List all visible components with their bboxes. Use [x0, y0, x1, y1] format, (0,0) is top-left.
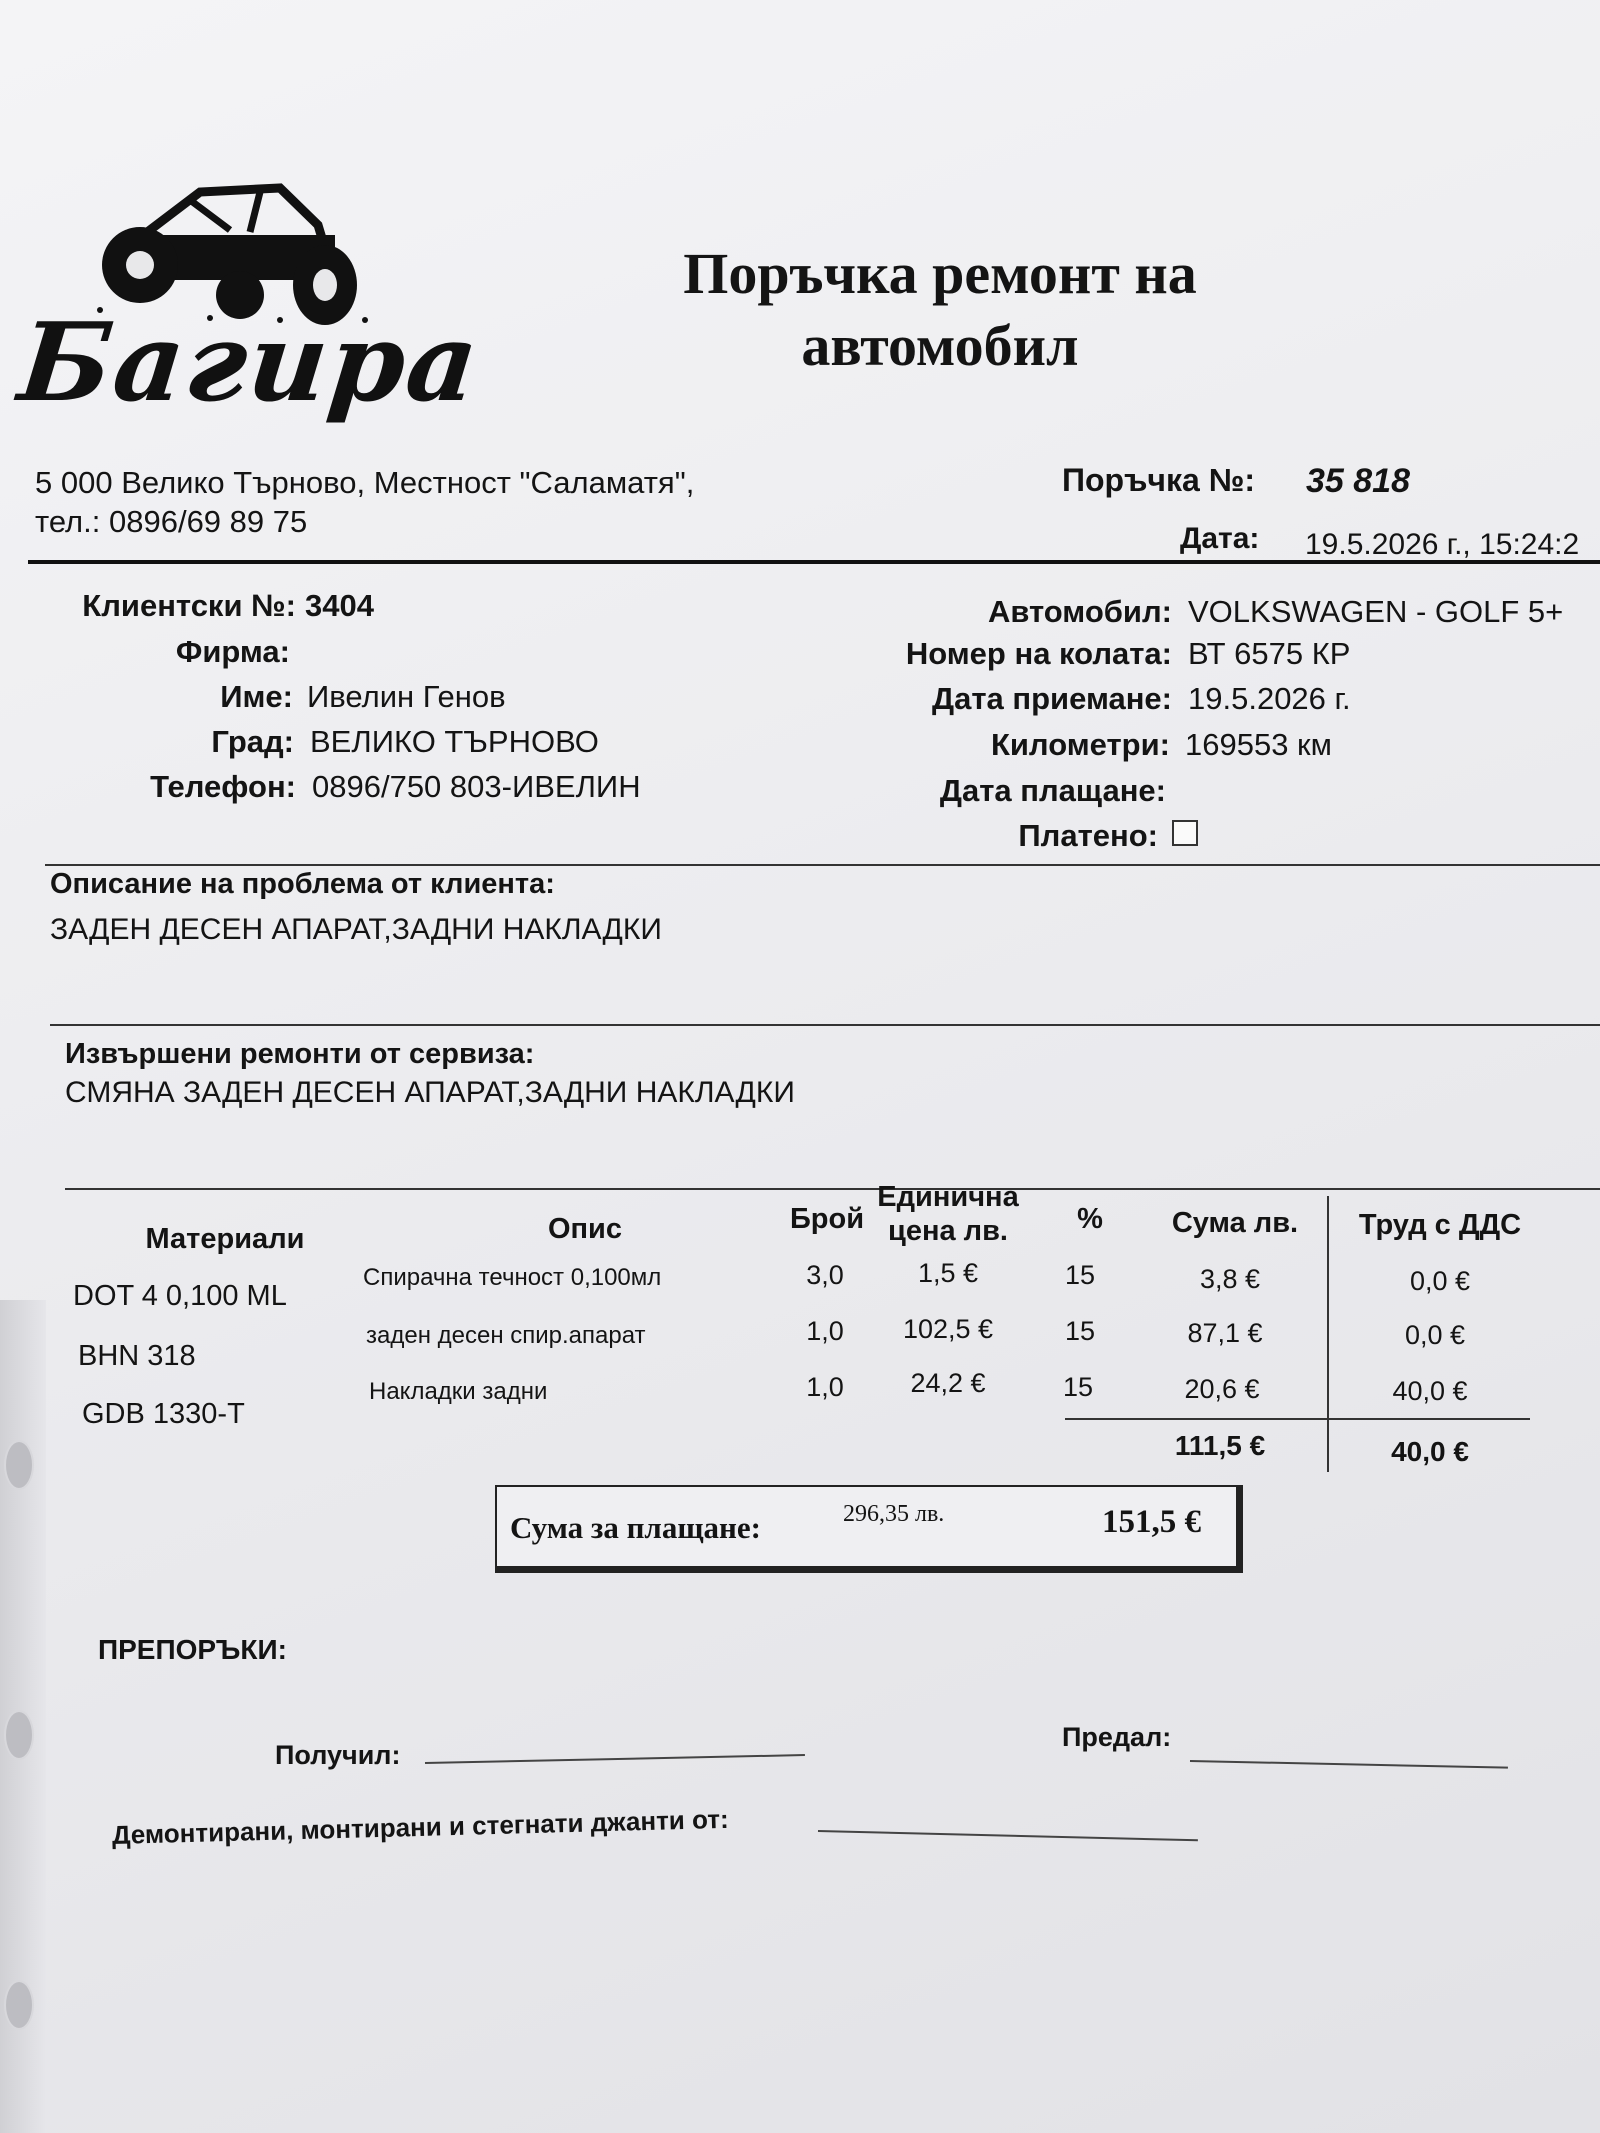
- row-1-description: Спирачна течност 0,100мл: [363, 1264, 662, 1291]
- totals-divider: [1065, 1418, 1530, 1420]
- km-label: Километри:: [990, 727, 1170, 762]
- row-2-percent: 15: [1064, 1316, 1096, 1346]
- name-label: Име:: [220, 679, 293, 714]
- row-1-sum: 3,8 €: [1199, 1264, 1261, 1294]
- plate-label: Номер на колата:: [905, 636, 1172, 671]
- client-no: 3404: [305, 588, 374, 623]
- client-no-label: Клиентски №:: [82, 588, 296, 623]
- header-unit-price-line2: цена лв.: [888, 1215, 1008, 1247]
- row-2-material: BHN 318: [78, 1340, 196, 1372]
- received-date-label: Дата приемане:: [932, 681, 1172, 716]
- client-city: ВЕЛИКО ТЪРНОВО: [310, 724, 599, 759]
- company-logo-text: Багира: [13, 300, 486, 426]
- received-date: 19.5.2026 г.: [1188, 681, 1351, 716]
- binder-hole-icon: [4, 1980, 34, 2030]
- pay-date-label: Дата плащане:: [939, 773, 1166, 808]
- received-by-label: Получил:: [275, 1740, 401, 1770]
- document-title: [680, 238, 1200, 382]
- labor-column-divider: [1327, 1196, 1329, 1472]
- repairs-text: СМЯНА ЗАДЕН ДЕСЕН АПАРАТ,ЗАДНИ НАКЛАДКИ: [65, 1076, 795, 1109]
- repairs-divider: [65, 1188, 1600, 1190]
- date-label: Дата:: [1180, 522, 1260, 555]
- header-labor: Труд с ДДС: [1358, 1209, 1522, 1241]
- car-model: VOLKSWAGEN - GOLF 5+: [1188, 594, 1564, 629]
- recommendations-label: ПРЕПОРЪКИ:: [98, 1634, 287, 1665]
- row-2-sum: 87,1 €: [1187, 1318, 1263, 1348]
- payment-amount-eur: 151,5 €: [1102, 1504, 1201, 1540]
- handed-by-signature-line[interactable]: [1190, 1760, 1508, 1769]
- client-name: Ивелин Генов: [307, 679, 506, 714]
- paid-checkbox[interactable]: [1172, 820, 1198, 846]
- row-2-description: заден десен спир.апарат: [366, 1322, 646, 1349]
- row-3-qty: 1,0: [806, 1372, 844, 1402]
- plate-number: ВТ 6575 КР: [1188, 636, 1351, 671]
- company-address: 5 000 Велико Търново, Местност "Саламатя",: [35, 465, 695, 500]
- car-label: Автомобил:: [987, 594, 1172, 629]
- phone-label: Телефон:: [150, 769, 296, 804]
- handed-by-label: Предал:: [1062, 1722, 1172, 1752]
- header-percent: %: [1077, 1203, 1103, 1235]
- header-materials: Материали: [145, 1223, 305, 1255]
- total-sum: 111,5 €: [1174, 1430, 1266, 1461]
- title-line-1: Поръчка ремонт на: [683, 241, 1197, 306]
- wheels-label: Демонтирани, монтирани и стегнати джанти от:: [111, 1803, 730, 1850]
- km-value: 169553 км: [1185, 727, 1332, 762]
- company-phone: тел.: 0896/69 89 75: [35, 504, 308, 539]
- repairs-label: Извършени ремонти от сервиза:: [65, 1038, 535, 1070]
- row-1-qty: 3,0: [806, 1260, 844, 1290]
- client-divider: [45, 864, 1600, 866]
- received-by-signature-line[interactable]: [425, 1754, 805, 1764]
- row-3-description: Накладки задни: [369, 1378, 548, 1405]
- row-3-sum: 20,6 €: [1184, 1374, 1260, 1404]
- row-3-unit-price: 24,2 €: [910, 1368, 986, 1398]
- row-1-unit-price: 1,5 €: [917, 1258, 979, 1288]
- order-number-label: Поръчка №:: [1062, 462, 1256, 498]
- order-number: 35 818: [1306, 462, 1410, 500]
- header-unit-price-line1: Единична: [877, 1181, 1019, 1213]
- row-2-labor: 0,0 €: [1404, 1320, 1466, 1350]
- paid-label: Платено:: [1018, 818, 1158, 853]
- client-phone: 0896/750 803-ИВЕЛИН: [312, 769, 641, 804]
- row-1-labor: 0,0 €: [1409, 1266, 1471, 1296]
- city-label: Град:: [211, 724, 294, 759]
- row-1-percent: 15: [1064, 1260, 1096, 1290]
- row-2-unit-price: 102,5 €: [902, 1314, 994, 1344]
- plastic-sleeve-edge: [0, 1300, 46, 2133]
- row-2-qty: 1,0: [806, 1316, 844, 1346]
- row-1-material: DOT 4 0,100 ML: [73, 1280, 287, 1312]
- problem-label: Описание на проблема от клиента:: [50, 868, 555, 900]
- row-3-material: GDB 1330-T: [82, 1398, 245, 1430]
- header-qty: Брой: [789, 1203, 865, 1235]
- payment-amount-bgn: 296,35 лв.: [843, 1501, 945, 1527]
- title-line-2: автомобил: [801, 313, 1079, 378]
- date-value: 19.5.2026 г., 15:24:2: [1305, 528, 1580, 561]
- payment-label: Сума за плащане:: [510, 1510, 761, 1545]
- total-labor: 40,0 €: [1391, 1436, 1469, 1467]
- header-divider: [28, 560, 1600, 564]
- header-description: Опис: [547, 1213, 623, 1245]
- binder-hole-icon: [4, 1710, 34, 1760]
- problem-divider: [50, 1024, 1600, 1026]
- row-3-labor: 40,0 €: [1392, 1376, 1468, 1406]
- header-sum: Сума лв.: [1171, 1207, 1299, 1239]
- problem-text: ЗАДЕН ДЕСЕН АПАРАТ,ЗАДНИ НАКЛАДКИ: [50, 913, 662, 946]
- wheels-signature-line[interactable]: [818, 1830, 1198, 1841]
- firm-label: Фирма:: [175, 634, 290, 669]
- row-3-percent: 15: [1062, 1372, 1094, 1402]
- binder-hole-icon: [4, 1440, 34, 1490]
